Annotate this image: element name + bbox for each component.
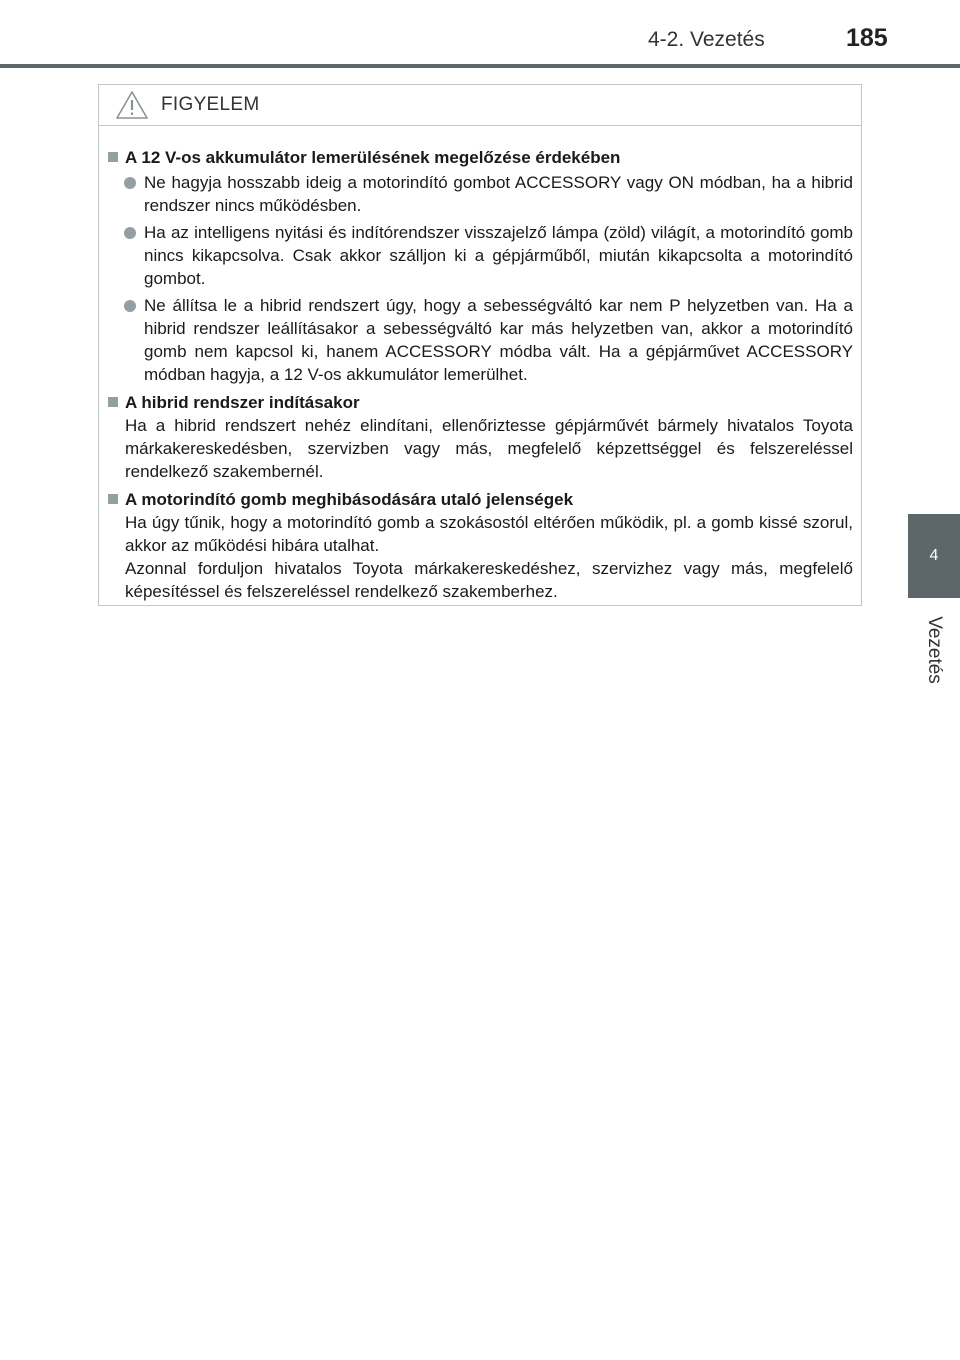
list-item: Ne állítsa le a hibrid rendszert úgy, hogy a sebességváltó kar nem P helyzetben van. Ha a hibrid rendszer leállításakor a sebességváltó kar más helyzetben van, akkor a motorindító gomb nem kapcsol ki, hanem ACCESSORY módba vált. Ha a gépjárművet ACCESSORY módban hagyja, a 12 V-os akkumulátor lemerülhet.	[124, 294, 853, 386]
warning-header	[99, 85, 861, 126]
warning-body	[99, 126, 861, 603]
section-title: 4-2. Vezetés	[648, 28, 765, 51]
section-button-fault	[108, 488, 853, 603]
section-heading: A 12 V-os akkumulátor lemerülésének megelőzése érdekében	[108, 146, 853, 169]
paragraph: Azonnal forduljon hivatalos Toyota márkakereskedéshez, szervizhez vagy más, megfelelő képesítéssel és felszereléssel rendelkező szakemberhez.	[125, 559, 853, 601]
page-number: 185	[846, 24, 888, 52]
warning-box	[98, 84, 862, 606]
round-bullet-icon	[124, 177, 136, 189]
square-bullet-icon	[108, 397, 118, 407]
square-bullet-icon	[108, 152, 118, 162]
list-item: Ne hagyja hosszabb ideig a motorindító gombot ACCESSORY vagy ON módban, ha a hibrid rendszer nincs működésben.	[124, 171, 853, 217]
warning-triangle-icon	[115, 90, 149, 120]
list-item: Ha az intelligens nyitási és indítórendszer visszajelző lámpa (zöld) világít, a motorindító gomb nincs kikapcsolva. Csak akkor szálljon ki a gépjárműből, miután kikapcsolta a motorindító gombot.	[124, 221, 853, 290]
round-bullet-icon	[124, 300, 136, 312]
warning-title: FIGYELEM	[161, 94, 260, 115]
section-heading: A hibrid rendszer indításakor	[108, 391, 853, 414]
section-hybrid-start	[108, 391, 853, 483]
section-battery	[108, 146, 853, 386]
section-heading: A motorindító gomb meghibásodására utaló jelenségek	[108, 488, 853, 511]
chapter-label: Vezetés	[924, 616, 945, 684]
chapter-tab	[908, 514, 960, 598]
paragraph: Ha a hibrid rendszert nehéz elindítani, ellenőriztesse gépjárművét bármely hivatalos Toyota márkakereskedésben, szervizben vagy más, megfelelő képzettséggel és felszereléssel rendelkező szakembernél.	[125, 416, 853, 481]
chapter-number: 4	[929, 547, 939, 564]
paragraph: Ha úgy tűnik, hogy a motorindító gomb a szokásostól eltérően működik, pl. a gomb kissé szorul, akkor az működési hibára utalhat.	[125, 513, 853, 555]
header-divider	[0, 64, 960, 68]
square-bullet-icon	[108, 494, 118, 504]
round-bullet-icon	[124, 227, 136, 239]
